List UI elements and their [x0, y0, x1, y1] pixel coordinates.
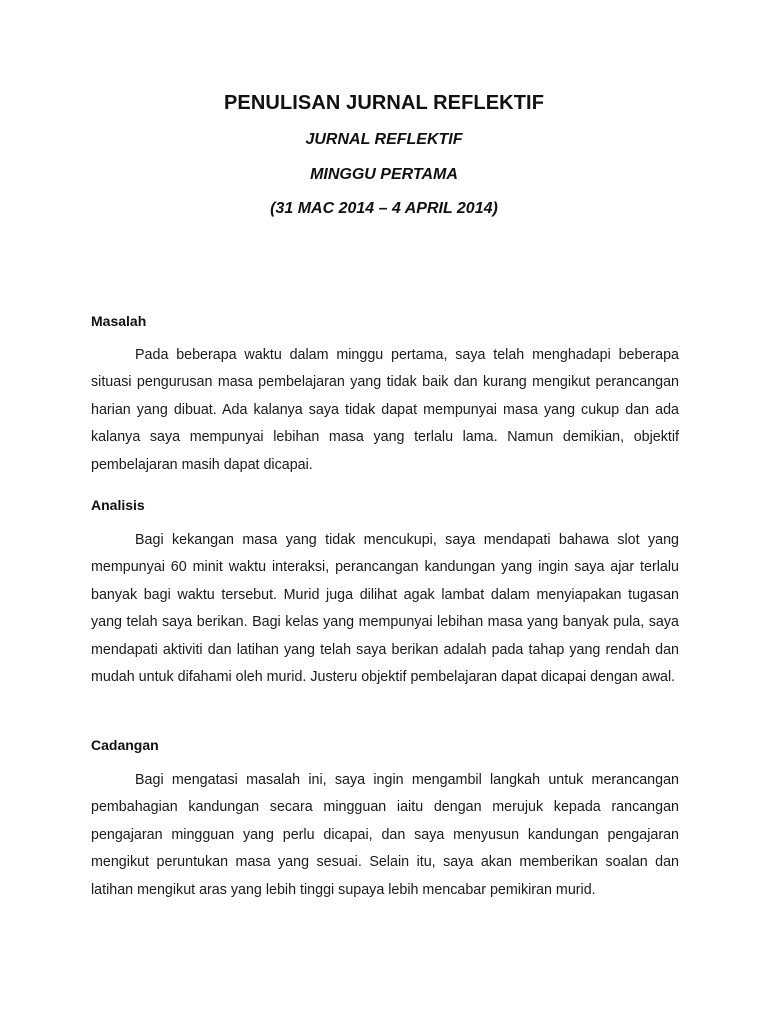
section-body-masalah: Pada beberapa waktu dalam minggu pertama, saya telah menghadapi beberapa situasi pengurusan masa pembelajaran yang tidak baik dan kurang mengikut perancangan harian yang dibuat. Ada kalanya saya tidak dapat mempunyai masa yang cukup dan ada kalanya saya mempunyai lebihan masa yang terlalu lama. Namun demikian, objektif pembelajaran masih dapat dicapai.	[91, 347, 679, 473]
section-heading-cadangan: Cadangan	[91, 737, 159, 753]
section-body-cadangan: Bagi mengatasi masalah ini, saya ingin mengambil langkah untuk merancangan pembahagian kandungan secara mingguan iaitu dengan merujuk kepada rancangan pengajaran mingguan yang perlu dicapai, dan saya menyusun kandungan pengajaran mengikut peruntukan masa yang sesuai. Selain itu, saya akan memberikan soalan dan latihan mengikut aras yang lebih tinggi supaya lebih mencabar pemikiran murid.	[91, 772, 679, 898]
section-body-analisis: Bagi kekangan masa yang tidak mencukupi, saya mendapati bahawa slot yang mempunyai 60 minit waktu interaksi, perancangan kandungan yang ingin saya ajar terlalu banyak bagi waktu tersebut. Murid juga dilihat agak lambat dalam menyiapakan tugasan yang telah saya berikan. Bagi kelas yang mempunyai lebihan masa yang banyak pula, saya mendapati aktiviti dan latihan yang telah saya berikan adalah pada tahap yang rendah dan mudah untuk difahami oleh murid. Justeru objektif pembelajaran dapat dicapai dengan awal.	[91, 532, 679, 686]
document-subtitle-journal: JURNAL REFLEKTIF	[305, 131, 463, 148]
document-subtitle-date-range: (31 MAC 2014 – 4 APRIL 2014)	[270, 200, 498, 217]
document-title: PENULISAN JURNAL REFLEKTIF	[223, 92, 545, 114]
section-heading-masalah: Masalah	[91, 313, 147, 329]
section-heading-analisis: Analisis	[91, 497, 145, 513]
document-subtitle-week: MINGGU PERTAMA	[310, 166, 458, 183]
